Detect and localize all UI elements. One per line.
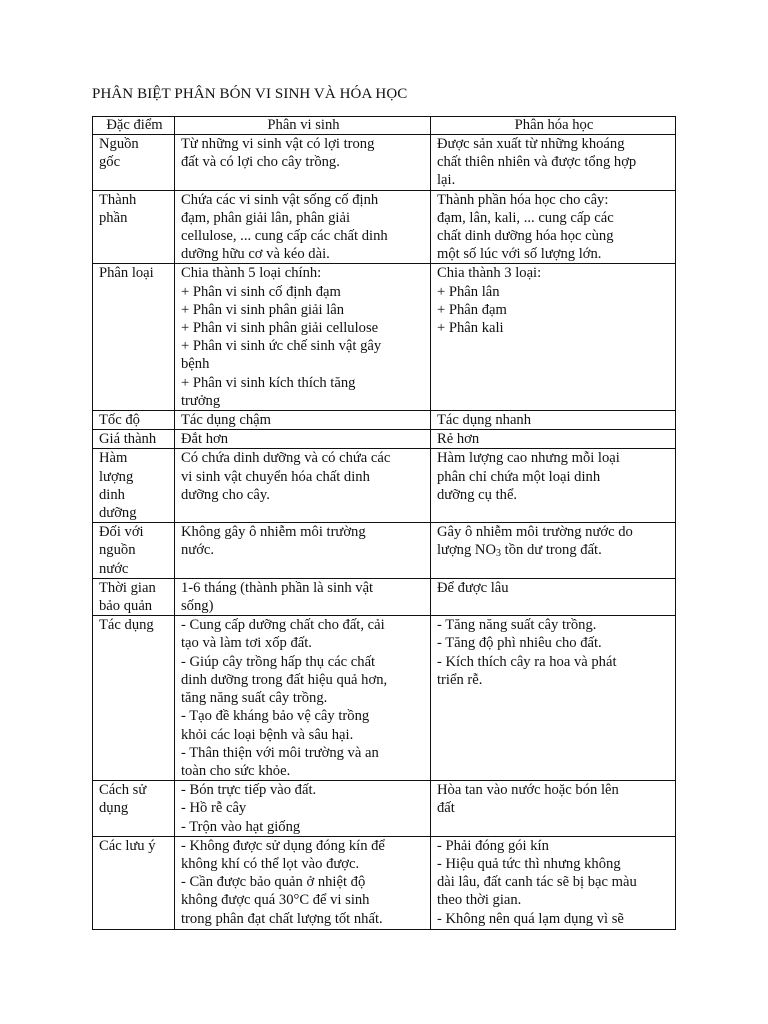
cell-line: khỏi các loại bệnh và sâu hại. xyxy=(181,726,354,743)
bio-fertilizer-cell xyxy=(175,781,431,837)
page-title: PHÂN BIỆT PHÂN BÓN VI SINH VÀ HÓA HỌC xyxy=(92,86,408,102)
cell-line: - Không nên quá lạm dụng vì sẽ xyxy=(437,910,624,927)
cell-line: Tác dụng chậm xyxy=(181,412,271,429)
cell-line: Hàm xyxy=(99,450,128,467)
cell-line: - Bón trực tiếp vào đất. xyxy=(181,782,317,799)
chem-fertilizer-cell xyxy=(431,264,676,411)
cell-line: dưỡng xyxy=(99,505,137,522)
cell-line: toàn cho sức khỏe. xyxy=(181,762,291,779)
cell-line: nước xyxy=(99,560,129,577)
cell-line: dưỡng hữu cơ và kéo dài. xyxy=(181,246,330,263)
feature-cell xyxy=(93,836,175,929)
formula-before: lượng NO xyxy=(437,542,497,559)
cell-line: chất dinh dưỡng hóa học cùng xyxy=(437,228,614,245)
feature-cell xyxy=(93,523,175,579)
cell-line: Hàm lượng cao nhưng mỗi loại xyxy=(437,450,620,467)
formula-after: tồn dư trong đất. xyxy=(501,542,602,559)
cell-line: đạm, phân giải lân, phân giải xyxy=(181,209,350,226)
cell-line: - Cung cấp dưỡng chất cho đất, cải xyxy=(181,617,385,634)
cell-line: Có chứa dinh dưỡng và có chứa các xyxy=(181,450,391,467)
cell-line: Không gây ô nhiễm môi trường xyxy=(181,524,366,541)
cell-line: - Tăng năng suất cây trồng. xyxy=(437,617,597,634)
feature-cell xyxy=(93,616,175,781)
cell-line: + Phân đạm xyxy=(437,301,507,318)
cell-line: - Tạo đề kháng bảo vệ cây trồng xyxy=(181,708,370,725)
comparison-table xyxy=(92,116,676,930)
feature-cell xyxy=(93,781,175,837)
table-row xyxy=(93,449,676,523)
bio-fertilizer-cell xyxy=(175,836,431,929)
chem-fertilizer-cell xyxy=(431,781,676,837)
table-header-row xyxy=(93,117,676,135)
cell-line: dưỡng cụ thể. xyxy=(437,486,518,503)
header-feature: Đặc điểm xyxy=(93,117,175,135)
cell-line: bệnh xyxy=(181,356,210,373)
cell-line: Chứa các vi sinh vật sống cố định xyxy=(181,191,379,208)
table-row xyxy=(93,411,676,430)
bio-fertilizer-cell xyxy=(175,449,431,523)
cell-line: Từ những vi sinh vật có lợi trong xyxy=(181,136,375,152)
cell-line: Tốc độ xyxy=(99,412,140,429)
cell-line: + Phân vi sinh kích thích tăng xyxy=(181,374,356,391)
bio-fertilizer-cell xyxy=(175,523,431,579)
chem-fertilizer-cell xyxy=(431,449,676,523)
chem-fertilizer-cell xyxy=(431,836,676,929)
cell-line: - Cần được bảo quản ở nhiệt độ xyxy=(181,874,366,891)
cell-line: đạm, lân, kali, ... cung cấp các xyxy=(437,209,614,226)
bio-fertilizer-cell xyxy=(175,264,431,411)
cell-line: Đắt hơn xyxy=(181,431,229,448)
cell-line: nước. xyxy=(181,542,215,559)
chem-fertilizer-cell xyxy=(431,430,676,449)
cell-line: Đối với xyxy=(99,524,144,541)
cell-line: Để được lâu xyxy=(437,579,509,596)
table-row xyxy=(93,430,676,449)
cell-line: dinh xyxy=(99,486,125,503)
cell-line: chất thiên nhiên và được tổng hợp xyxy=(437,154,637,171)
chem-fertilizer-cell xyxy=(431,523,676,579)
header-chem-fertilizer: Phân hóa học xyxy=(431,117,676,135)
cell-line: Thành phần hóa học cho cây: xyxy=(437,191,609,208)
cell-line: phần xyxy=(99,209,128,226)
cell-line: trong phân đạt chất lượng tốt nhất. xyxy=(181,910,383,927)
cell-line: - Trộn vào hạt giống xyxy=(181,818,301,835)
feature-cell xyxy=(93,264,175,411)
cell-line: dài lâu, đất canh tác sẽ bị bạc màu xyxy=(437,874,637,891)
table-row xyxy=(93,190,676,264)
cell-line: Tác dụng nhanh xyxy=(437,412,532,429)
cell-line: bảo quản xyxy=(99,598,153,615)
cell-line: Cách sử xyxy=(99,782,147,799)
cell-line: dinh dưỡng trong đất hiệu quả hơn, xyxy=(181,671,388,688)
cell-line: không khí có thể lọt vào được. xyxy=(181,855,360,872)
cell-line: + Phân lân xyxy=(437,283,500,300)
cell-line: theo thời gian. xyxy=(437,892,522,909)
cell-line: 1-6 tháng (thành phần là sinh vật xyxy=(181,579,374,596)
cell-line: vi sinh vật chuyển hóa chất dinh xyxy=(181,468,370,485)
cell-line: - Hồ rễ cây xyxy=(181,800,247,817)
cell-line: Gây ô nhiễm môi trường nước do xyxy=(437,524,633,541)
cell-line: Phân loại xyxy=(99,265,154,282)
cell-line: + Phân vi sinh cố định đạm xyxy=(181,283,341,300)
cell-line: + Phân kali xyxy=(437,320,504,337)
feature-cell xyxy=(93,190,175,264)
bio-fertilizer-cell xyxy=(175,135,431,191)
chem-fertilizer-cell xyxy=(431,135,676,191)
cell-line: trưởng xyxy=(181,392,221,409)
cell-line: - Phải đóng gói kín xyxy=(437,837,549,854)
cell-line: Các lưu ý xyxy=(99,837,156,854)
feature-cell xyxy=(93,430,175,449)
table-row xyxy=(93,523,676,579)
chem-fertilizer-cell xyxy=(431,578,676,615)
table-row xyxy=(93,616,676,781)
cell-line: gốc xyxy=(99,154,121,171)
bio-fertilizer-cell xyxy=(175,411,431,430)
cell-line: phân chỉ chứa một loại dinh xyxy=(437,468,601,485)
formula-subscript: 3 xyxy=(496,548,502,560)
table-row xyxy=(93,264,676,411)
cell-line: Nguồn xyxy=(99,136,139,152)
cell-line: dưỡng cho cây. xyxy=(181,486,270,503)
cell-line: lại. xyxy=(437,172,456,189)
cell-line: triển rễ. xyxy=(437,671,483,688)
cell-line: - Tăng độ phì nhiêu cho đất. xyxy=(437,635,602,652)
cell-line: - Giúp cây trồng hấp thụ các chất xyxy=(181,653,376,670)
cell-line: + Phân vi sinh ức chế sinh vật gây xyxy=(181,338,382,355)
cell-line: Thành xyxy=(99,191,137,208)
feature-cell xyxy=(93,449,175,523)
cell-line: đất xyxy=(437,800,455,817)
cell-line: Rẻ hơn xyxy=(437,431,480,448)
bio-fertilizer-cell xyxy=(175,430,431,449)
cell-line: cellulose, ... cung cấp các chất dinh xyxy=(181,228,388,245)
bio-fertilizer-cell xyxy=(175,578,431,615)
feature-cell xyxy=(93,578,175,615)
table-row xyxy=(93,578,676,615)
cell-line: tạo và làm tơi xốp đất. xyxy=(181,635,312,652)
feature-cell xyxy=(93,411,175,430)
cell-line-formula xyxy=(437,541,671,559)
chem-fertilizer-cell xyxy=(431,616,676,781)
cell-line: tăng năng suất cây trồng. xyxy=(181,690,328,707)
cell-line: Tác dụng xyxy=(99,617,154,634)
cell-line: Chia thành 5 loại chính: xyxy=(181,265,322,282)
cell-line: - Hiệu quả tức thì nhưng không xyxy=(437,855,621,872)
cell-line: sống) xyxy=(181,598,214,615)
cell-line: + Phân vi sinh phân giải lân xyxy=(181,301,345,318)
cell-line: một số lúc với số lượng lớn. xyxy=(437,246,602,263)
cell-line: Được sản xuất từ những khoáng xyxy=(437,136,625,152)
cell-line: - Không được sử dụng đóng kín để xyxy=(181,837,385,854)
chem-fertilizer-cell xyxy=(431,190,676,264)
cell-line: - Thân thiện với môi trường và an xyxy=(181,744,379,761)
header-bio-fertilizer: Phân vi sinh xyxy=(175,117,431,135)
cell-line: dụng xyxy=(99,800,129,817)
table-row xyxy=(93,836,676,929)
table-row xyxy=(93,781,676,837)
table-row xyxy=(93,135,676,191)
chem-fertilizer-cell xyxy=(431,411,676,430)
cell-line: - Kích thích cây ra hoa và phát xyxy=(437,653,617,670)
cell-line: không được quá 30°C để vi sinh xyxy=(181,892,370,909)
bio-fertilizer-cell xyxy=(175,616,431,781)
cell-line: Hòa tan vào nước hoặc bón lên xyxy=(437,782,619,799)
cell-line: nguồn xyxy=(99,542,136,559)
cell-line: + Phân vi sinh phân giải cellulose xyxy=(181,320,379,337)
cell-line: Thời gian xyxy=(99,579,156,596)
cell-line: đất và có lợi cho cây trồng. xyxy=(181,154,340,171)
bio-fertilizer-cell xyxy=(175,190,431,264)
cell-line: Giá thành xyxy=(99,431,157,448)
cell-line: Chia thành 3 loại: xyxy=(437,265,542,282)
cell-line: lượng xyxy=(99,468,134,485)
feature-cell xyxy=(93,135,175,191)
